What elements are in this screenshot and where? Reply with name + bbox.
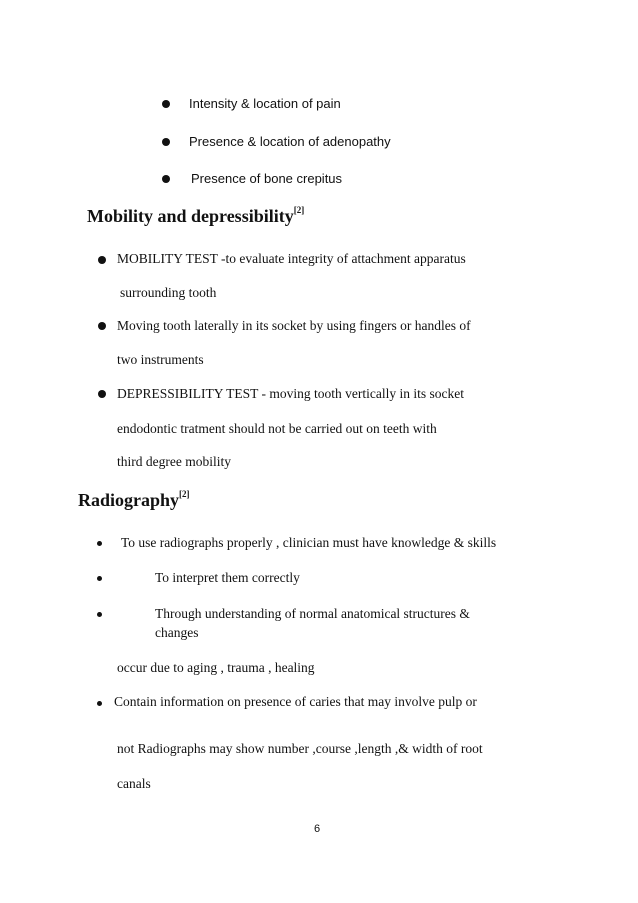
bullet-dot: [97, 612, 102, 617]
bullet-dot: [162, 175, 170, 183]
page-number: 6: [314, 823, 321, 835]
bullet-dot: [97, 701, 102, 706]
mobility-bullet-2-line-2: two instruments: [117, 352, 204, 367]
radiography-bullet-3-line-2: changes: [155, 625, 199, 640]
radiography-heading-ref: [2]: [179, 489, 190, 499]
mobility-heading-ref: [2]: [293, 205, 305, 215]
radiography-line-b: canals: [117, 776, 151, 791]
mobility-heading-text: Mobility and depressibility: [87, 206, 294, 226]
radiography-bullet-3-line-1: Through understanding of normal anatomical structures &: [155, 606, 470, 621]
bullet-dot: [98, 390, 106, 398]
top-bullet-1: Intensity & location of pain: [189, 96, 341, 111]
bullet-dot: [97, 541, 102, 546]
mobility-bullet-1-line-2: surrounding tooth: [120, 285, 217, 300]
radiography-heading-text: Radiography: [78, 490, 180, 510]
bullet-dot: [162, 138, 170, 146]
mobility-heading: [87, 206, 304, 227]
top-bullet-3: Presence of bone crepitus: [191, 171, 343, 186]
mobility-bullet-1-line-1: MOBILITY TEST -to evaluate integrity of attachment apparatus: [117, 251, 466, 266]
radiography-heading: [78, 490, 190, 511]
bullet-dot: [162, 100, 170, 108]
radiography-bullet-4: Contain information on presence of caries that may involve pulp or: [114, 694, 477, 709]
radiography-bullet-2: To interpret them correctly: [155, 570, 300, 585]
bullet-dot: [98, 322, 106, 330]
radiography-line-a: not Radiographs may show number ,course ,length ,& width of root: [117, 741, 483, 756]
radiography-continuation: occur due to aging , trauma , healing: [117, 660, 315, 675]
mobility-bullet-3-line-3: third degree mobility: [117, 454, 231, 469]
bullet-dot: [98, 256, 106, 264]
mobility-bullet-2-line-1: Moving tooth laterally in its socket by using fingers or handles of: [117, 318, 471, 333]
bullet-dot: [97, 576, 102, 581]
mobility-bullet-3-line-2: endodontic tratment should not be carried out on teeth with: [117, 421, 437, 436]
mobility-bullet-3-line-1: DEPRESSIBILITY TEST - moving tooth vertically in its socket: [117, 386, 464, 401]
top-bullet-2: Presence & location of adenopathy: [189, 134, 391, 149]
radiography-bullet-1: To use radiographs properly , clinician must have knowledge & skills: [121, 535, 497, 550]
